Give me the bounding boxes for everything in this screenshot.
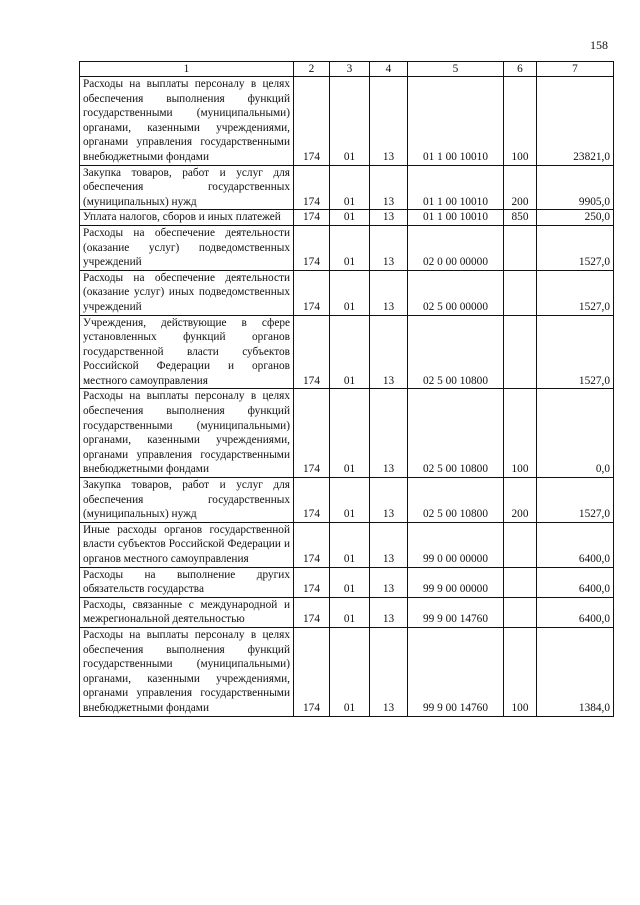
subsection-code: 13 xyxy=(370,210,408,226)
section-code: 01 xyxy=(330,597,370,627)
expense-name: Уплата налогов, сборов и иных платежей xyxy=(80,210,294,226)
col-header: 3 xyxy=(330,62,370,77)
amount: 9905,0 xyxy=(537,165,614,210)
amount: 250,0 xyxy=(537,210,614,226)
target-code: 02 5 00 00000 xyxy=(408,270,504,315)
amount: 6400,0 xyxy=(537,522,614,567)
expense-type-code xyxy=(504,597,537,627)
section-code: 01 xyxy=(330,315,370,389)
amount: 6400,0 xyxy=(537,567,614,597)
subsection-code: 13 xyxy=(370,270,408,315)
target-code: 99 9 00 14760 xyxy=(408,627,504,716)
target-code: 99 9 00 00000 xyxy=(408,567,504,597)
table-row xyxy=(80,270,614,315)
table-row xyxy=(80,315,614,389)
table-row xyxy=(80,165,614,210)
subsection-code: 13 xyxy=(370,165,408,210)
expense-type-code: 100 xyxy=(504,77,537,166)
expense-name: Закупка товаров, работ и услуг для обеспечения государственных (муниципальных) нужд xyxy=(80,478,294,523)
section-code: 01 xyxy=(330,567,370,597)
expense-name: Расходы на выполнение других обязательств государства xyxy=(80,567,294,597)
table-row xyxy=(80,522,614,567)
admin-code: 174 xyxy=(294,522,330,567)
section-code: 01 xyxy=(330,478,370,523)
target-code: 02 5 00 10800 xyxy=(408,315,504,389)
budget-table xyxy=(79,61,614,717)
admin-code: 174 xyxy=(294,315,330,389)
admin-code: 174 xyxy=(294,210,330,226)
expense-name: Расходы на выплаты персоналу в целях обеспечения выполнения функций государственными (муниципальными) органами, казенными учреждениями, органами управления государственными внебюджетными фондами xyxy=(80,389,294,478)
amount: 1527,0 xyxy=(537,478,614,523)
amount: 1384,0 xyxy=(537,627,614,716)
admin-code: 174 xyxy=(294,225,330,270)
section-code: 01 xyxy=(330,270,370,315)
subsection-code: 13 xyxy=(370,478,408,523)
expense-type-code: 200 xyxy=(504,165,537,210)
admin-code: 174 xyxy=(294,165,330,210)
section-code: 01 xyxy=(330,389,370,478)
amount: 1527,0 xyxy=(537,315,614,389)
table-row xyxy=(80,478,614,523)
subsection-code: 13 xyxy=(370,597,408,627)
admin-code: 174 xyxy=(294,597,330,627)
section-code: 01 xyxy=(330,627,370,716)
expense-type-code xyxy=(504,270,537,315)
target-code: 02 5 00 10800 xyxy=(408,478,504,523)
target-code: 01 1 00 10010 xyxy=(408,77,504,166)
section-code: 01 xyxy=(330,77,370,166)
col-header: 4 xyxy=(370,62,408,77)
target-code: 02 0 00 00000 xyxy=(408,225,504,270)
expense-type-code xyxy=(504,567,537,597)
expense-name: Расходы на обеспечение деятельности (оказание услуг) иных подведомственных учреждений xyxy=(80,270,294,315)
page-number: 158 xyxy=(590,38,608,52)
amount: 1527,0 xyxy=(537,270,614,315)
target-code: 01 1 00 10010 xyxy=(408,210,504,226)
admin-code: 174 xyxy=(294,77,330,166)
table-row xyxy=(80,627,614,716)
admin-code: 174 xyxy=(294,389,330,478)
expense-name: Расходы, связанные с международной и межрегиональной деятельностью xyxy=(80,597,294,627)
section-code: 01 xyxy=(330,225,370,270)
col-header: 6 xyxy=(504,62,537,77)
subsection-code: 13 xyxy=(370,77,408,166)
expense-type-code: 100 xyxy=(504,627,537,716)
col-header: 2 xyxy=(294,62,330,77)
amount: 23821,0 xyxy=(537,77,614,166)
subsection-code: 13 xyxy=(370,522,408,567)
expense-type-code: 100 xyxy=(504,389,537,478)
admin-code: 174 xyxy=(294,270,330,315)
table-row xyxy=(80,567,614,597)
col-header: 7 xyxy=(537,62,614,77)
col-header: 5 xyxy=(408,62,504,77)
amount: 6400,0 xyxy=(537,597,614,627)
target-code: 99 9 00 14760 xyxy=(408,597,504,627)
target-code: 02 5 00 10800 xyxy=(408,389,504,478)
section-code: 01 xyxy=(330,522,370,567)
table-row xyxy=(80,77,614,166)
target-code: 01 1 00 10010 xyxy=(408,165,504,210)
table-row xyxy=(80,389,614,478)
admin-code: 174 xyxy=(294,627,330,716)
expense-type-code xyxy=(504,315,537,389)
subsection-code: 13 xyxy=(370,567,408,597)
expense-name: Расходы на обеспечение деятельности (оказание услуг) подведомственных учреждений xyxy=(80,225,294,270)
expense-name: Иные расходы органов государственной власти субъектов Российской Федерации и органов местного самоуправления xyxy=(80,522,294,567)
expense-name: Расходы на выплаты персоналу в целях обеспечения выполнения функций государственными (муниципальными) органами, казенными учреждениями, органами управления государственными внебюджетными фондами xyxy=(80,77,294,166)
expense-type-code: 850 xyxy=(504,210,537,226)
table-row xyxy=(80,210,614,226)
table-row xyxy=(80,597,614,627)
subsection-code: 13 xyxy=(370,315,408,389)
col-header: 1 xyxy=(80,62,294,77)
expense-name: Расходы на выплаты персоналу в целях обеспечения выполнения функций государственными (муниципальными) органами, казенными учреждениями, органами управления государственными внебюджетными фондами xyxy=(80,627,294,716)
expense-type-code xyxy=(504,522,537,567)
section-code: 01 xyxy=(330,210,370,226)
expense-name: Закупка товаров, работ и услуг для обеспечения государственных (муниципальных) нужд xyxy=(80,165,294,210)
admin-code: 174 xyxy=(294,478,330,523)
expense-type-code xyxy=(504,225,537,270)
subsection-code: 13 xyxy=(370,389,408,478)
section-code: 01 xyxy=(330,165,370,210)
admin-code: 174 xyxy=(294,567,330,597)
subsection-code: 13 xyxy=(370,627,408,716)
table-row xyxy=(80,225,614,270)
header-row xyxy=(80,62,614,77)
amount: 0,0 xyxy=(537,389,614,478)
expense-name: Учреждения, действующие в сфере установленных функций органов государственной власти субъектов Российской Федерации и органов местного самоуправления xyxy=(80,315,294,389)
subsection-code: 13 xyxy=(370,225,408,270)
target-code: 99 0 00 00000 xyxy=(408,522,504,567)
amount: 1527,0 xyxy=(537,225,614,270)
expense-type-code: 200 xyxy=(504,478,537,523)
